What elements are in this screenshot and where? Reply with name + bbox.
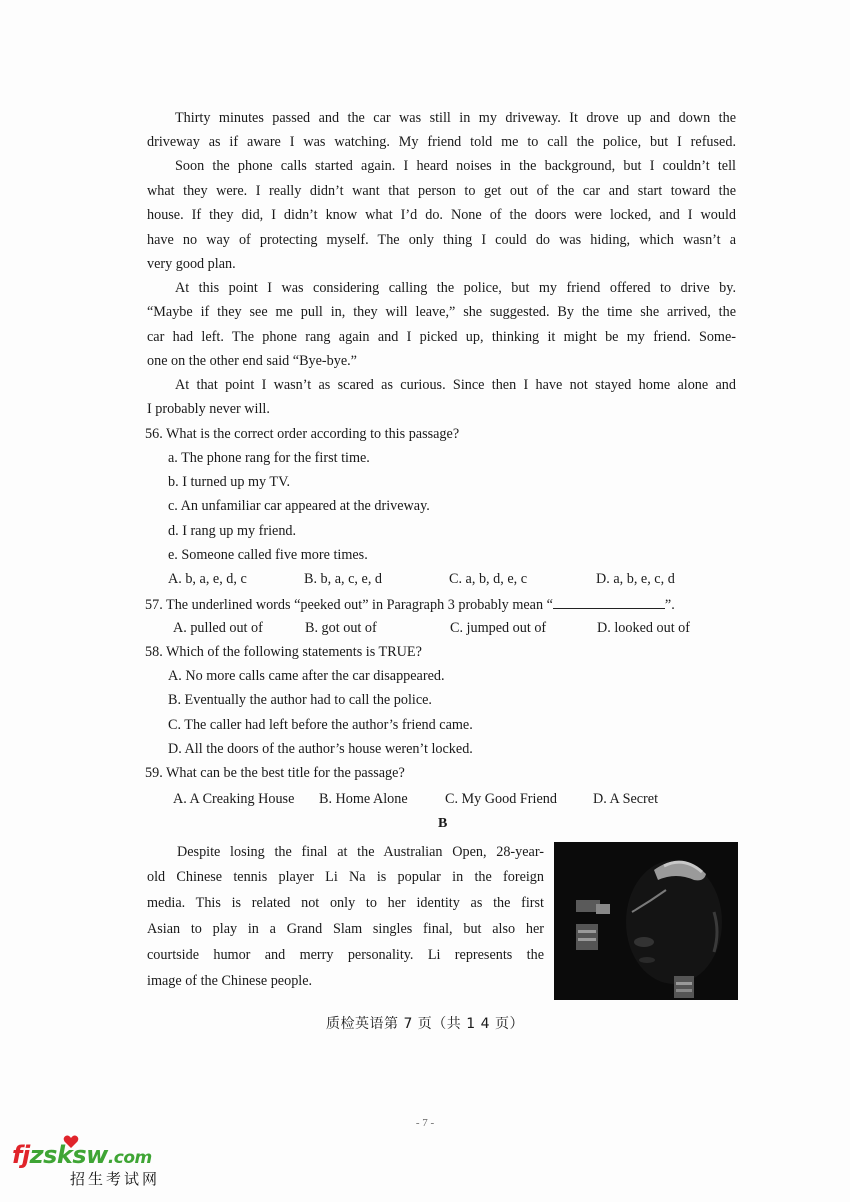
section-b-line: media. This is related not only to her identity as the first <box>147 895 544 911</box>
question-56-item: b. I turned up my TV. <box>168 474 291 490</box>
question-58-option-c[interactable]: C. The caller had left before the author’s friend came. <box>168 717 473 733</box>
passage-a-line: have no way of protecting myself. The only thing I could do was hiding, which wasn’t a <box>147 232 736 248</box>
li-na-photo-graphic <box>554 842 738 1000</box>
logo-wordmark <box>12 1141 152 1169</box>
question-56-option-c[interactable]: C. a, b, d, e, c <box>449 571 528 587</box>
question-59-options <box>173 790 733 808</box>
question-56-item: a. The phone rang for the first time. <box>168 450 370 466</box>
question-57-options <box>173 619 733 637</box>
logo-wordmark-green: zsksw <box>29 1141 108 1169</box>
passage-a-line: house. If they did, I didn’t know what I’d do. None of the doors were locked, and I would <box>147 207 736 223</box>
question-56-option-b[interactable]: B. b, a, c, e, d <box>304 571 383 587</box>
section-b-line: Despite losing the final at the Australian Open, 28-year- <box>177 844 544 860</box>
question-59-option-b[interactable]: B. Home Alone <box>319 791 408 807</box>
question-56-stem: 56. What is the correct order according to this passage? <box>145 426 460 442</box>
question-58-stem: 58. Which of the following statements is TRUE? <box>145 644 422 660</box>
passage-a-line: driveway as if aware I was watching. My friend told me to call the police, but I refused. <box>147 134 736 150</box>
question-59-option-c[interactable]: C. My Good Friend <box>445 791 557 807</box>
question-56-item: d. I rang up my friend. <box>168 523 297 539</box>
site-logo <box>12 1135 192 1190</box>
question-56-options <box>168 570 728 588</box>
logo-wordmark-suffix: .com <box>107 1148 152 1168</box>
section-b-line: courtside humor and merry personality. Li represents the <box>147 947 544 963</box>
question-57-stem <box>145 595 675 614</box>
passage-a-line: car had left. The phone rang again and I picked up, thinking it might be my friend. Some- <box>147 329 736 345</box>
page-footer-label: 质检英语第 7 页（共 1 4 页） <box>326 1016 524 1032</box>
passage-a-line: Soon the phone calls started again. I heard noises in the background, but I couldn’t tell <box>175 158 736 174</box>
question-56-option-d[interactable]: D. a, b, e, c, d <box>596 571 675 587</box>
question-57-option-a[interactable]: A. pulled out of <box>173 620 263 636</box>
question-59-stem: 59. What can be the best title for the passage? <box>145 765 405 781</box>
passage-a-line: one on the other end said “Bye-bye.” <box>147 353 357 369</box>
question-59-option-a[interactable]: A. A Creaking House <box>173 791 295 807</box>
question-57-answer-blank[interactable] <box>553 595 665 609</box>
question-57-stem-text: 57. The underlined words “peeked out” in Paragraph 3 probably mean “ <box>145 597 553 613</box>
li-na-photo <box>554 842 738 1000</box>
passage-a-line: At that point I wasn’t as scared as curious. Since then I have not stayed home alone and <box>175 377 736 393</box>
question-57-stem-end: ”. <box>664 597 675 613</box>
section-b-line: old Chinese tennis player Li Na is popular in the foreign <box>147 869 544 885</box>
page-number: - 7 - <box>415 1117 435 1129</box>
section-b-heading: B <box>438 816 448 831</box>
passage-a-line: I probably never will. <box>147 401 270 417</box>
question-56-item: c. An unfamiliar car appeared at the driveway. <box>168 498 430 514</box>
logo-subtitle: 招生考试网 <box>70 1170 161 1188</box>
question-57-option-d[interactable]: D. looked out of <box>597 620 690 636</box>
passage-a-line: very good plan. <box>147 256 236 272</box>
question-58-option-d[interactable]: D. All the doors of the author’s house weren’t locked. <box>168 741 473 757</box>
passage-a-line: Thirty minutes passed and the car was still in my driveway. It drove up and down the <box>175 110 736 126</box>
section-b-line: Asian to play in a Grand Slam singles final, but also her <box>147 921 544 937</box>
question-59-option-d[interactable]: D. A Secret <box>593 791 659 807</box>
question-57-option-c[interactable]: C. jumped out of <box>450 620 547 636</box>
question-56-option-a[interactable]: A. b, a, e, d, c <box>168 571 247 587</box>
passage-a-line: what they were. I really didn’t want that person to get out of the car and start toward the <box>147 183 736 199</box>
passage-a-line: At this point I was considering calling the police, but my friend offered to drive by. <box>175 280 736 296</box>
question-56-item: e. Someone called five more times. <box>168 547 368 563</box>
section-b-line: image of the Chinese people. <box>147 973 313 989</box>
question-58-option-b[interactable]: B. Eventually the author had to call the police. <box>168 692 432 708</box>
question-57-option-b[interactable]: B. got out of <box>305 620 377 636</box>
question-58-option-a[interactable]: A. No more calls came after the car disappeared. <box>168 668 445 684</box>
passage-a-line: “Maybe if they see me pull in, they will leave,” she suggested. By the time she arrived, the <box>147 304 736 320</box>
logo-wordmark-red: fj <box>12 1141 30 1169</box>
